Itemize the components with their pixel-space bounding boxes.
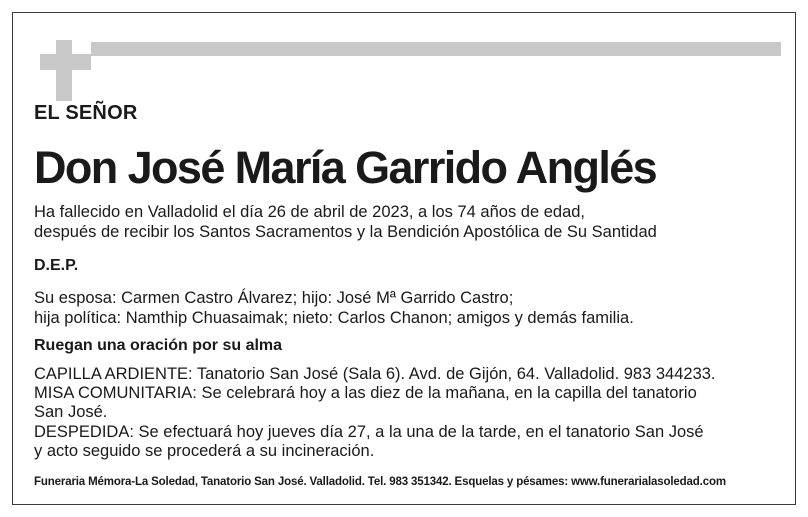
details-line: MISA COMUNITARIA: Se celebrará hoy a las diez de la mañana, en la capilla del tanatorio [34,384,697,402]
announcement-line: Ha fallecido en Valladolid el día 26 de abril de 2023, a los 74 años de edad, [34,203,586,221]
rip-text: D.E.P. [34,257,79,274]
details-line: DESPEDIDA: Se efectuará hoy jueves día 27, a la una de la tarde, en el tanatorio San José [34,423,704,441]
details-line: y acto seguido se procederá a su incineración. [34,442,375,460]
header-rule [91,42,781,56]
honorific-title: EL SEÑOR [34,102,138,124]
family-line: hija política: Namthip Chuasaimak; nieto: Carlos Chanon; amigos y demás familia. [34,309,634,327]
funeral-home-footer: Funeraria Mémora-La Soledad, Tanatorio San José. Valladolid. Tel. 983 351342. Esquelas y pésames: www.funerarialasoledad.com [34,476,726,488]
family-line: Su esposa: Carmen Castro Álvarez; hijo: José Mª Garrido Castro; [34,289,514,307]
latin-cross-icon-arm [40,54,91,70]
details-line: CAPILLA ARDIENTE: Tanatorio San José (Sala 6). Avd. de Gijón, 64. Valladolid. 983 344233. [34,365,716,383]
details-line: San José. [34,403,108,421]
announcement-line: después de recibir los Santos Sacramentos y la Bendición Apostólica de Su Santidad [34,223,657,241]
latin-cross-icon [56,40,72,101]
deceased-name: Don José María Garrido Anglés [34,142,657,193]
obituary-notice [12,12,796,505]
prayer-request: Ruegan una oración por su alma [34,337,283,354]
